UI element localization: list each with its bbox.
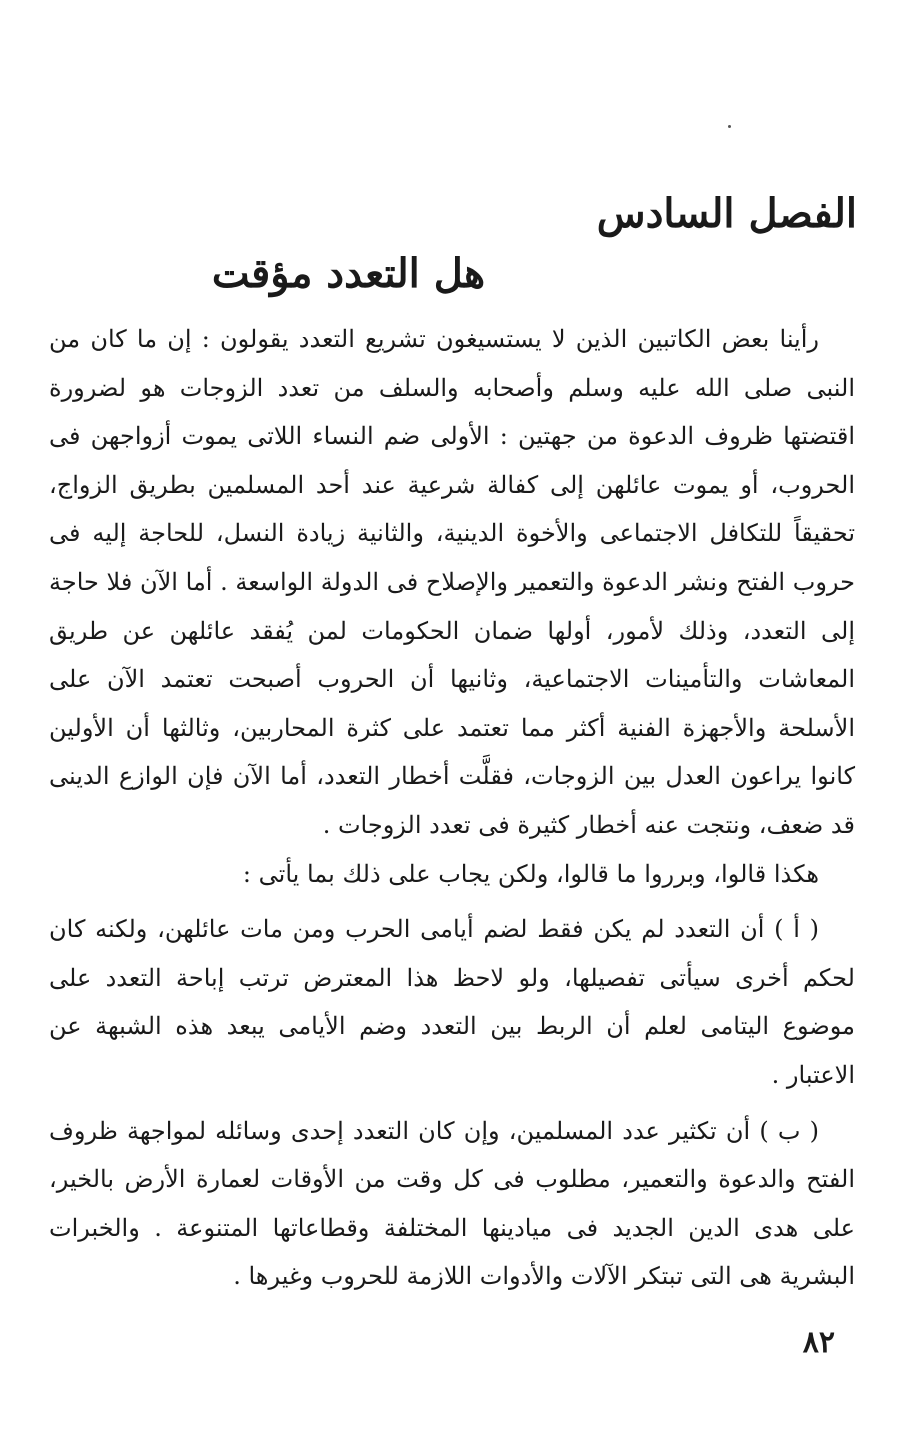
print-speck [728,125,731,128]
paragraph-response: هكذا قالوا، وبرروا ما قالوا، ولكن يجاب على ذلك بما يأتى : [242,859,819,888]
paragraph-intro: رأينا بعض الكاتبين الذين لا يستسيغون تشريع التعدد يقولون : إن ما كان من النبى صلى الله عليه وسلم وأصحابه والسلف من تعدد الزوجات هو لضرورة اقتضتها ظروف الدعوة من جهتين : الأولى ضم النساء اللاتى يموت أزواجهن فى الحروب، أو يموت عائلهن إلى كفالة شرعية عند أحد المسلمين بطريق الزواج، تحقيقاً للتكافل الاجتماعى والأخوة الدينية، والثانية زيادة النسل، للحاجة إليه فى حروب الفتح ونشر الدعوة والتعمير والإصلاح فى الدولة الواسعة . أما الآن فلا حاجة إلى التعدد، وذلك لأمور، أولها ضمان الحكومات لمن يُفقد عائلهن عن طريق المعاشات والتأمينات الاجتماعية، وثانيها أن الحروب أصبحت تعتمد الآن على الأسلحة والأجهزة الفنية أكثر مما تعتمد على كثرة المحاربين، وثالثها أن الأولين كانوا يراعون العدل بين الزوجات، فقلَّت أخطار التعدد، أما الآن فإن الوازع الدينى قد ضعف، ونتجت عنه أخطار كثيرة فى تعدد الزوجات . [49,325,855,839]
chapter-title: هل التعدد مؤقت [211,250,486,297]
paragraph-point-b: ( ب ) أن تكثير عدد المسلمين، وإن كان التعدد إحدى وسائله لمواجهة ظروف الفتح والدعوة والتعمير، مطلوب فى كل وقت من الأوقات لعمارة الأرض بالخير، على هدى الدين الجديد فى ميادينها المختلفة وقطاعاتها المتنوعة . والخبرات البشرية هى التى تبتكر الآلات والأدوات اللازمة للحروب وغيرها . [49,1116,855,1291]
paragraph-point-a: ( أ ) أن التعدد لم يكن فقط لضم أيامى الحرب ومن مات عائلهن، ولكنه كان لحكم أخرى سيأتى تفصيلها، ولو لاحظ هذا المعترض ترتب إباحة التعدد على موضوع اليتامى لعلم أن الربط بين التعدد وضم الأيامى يبعد هذه الشبهة عن الاعتبار . [49,915,855,1089]
page-number: ٨٢ [802,1325,835,1360]
chapter-heading: الفصل السادس [596,190,857,237]
body-text [49,315,855,1301]
